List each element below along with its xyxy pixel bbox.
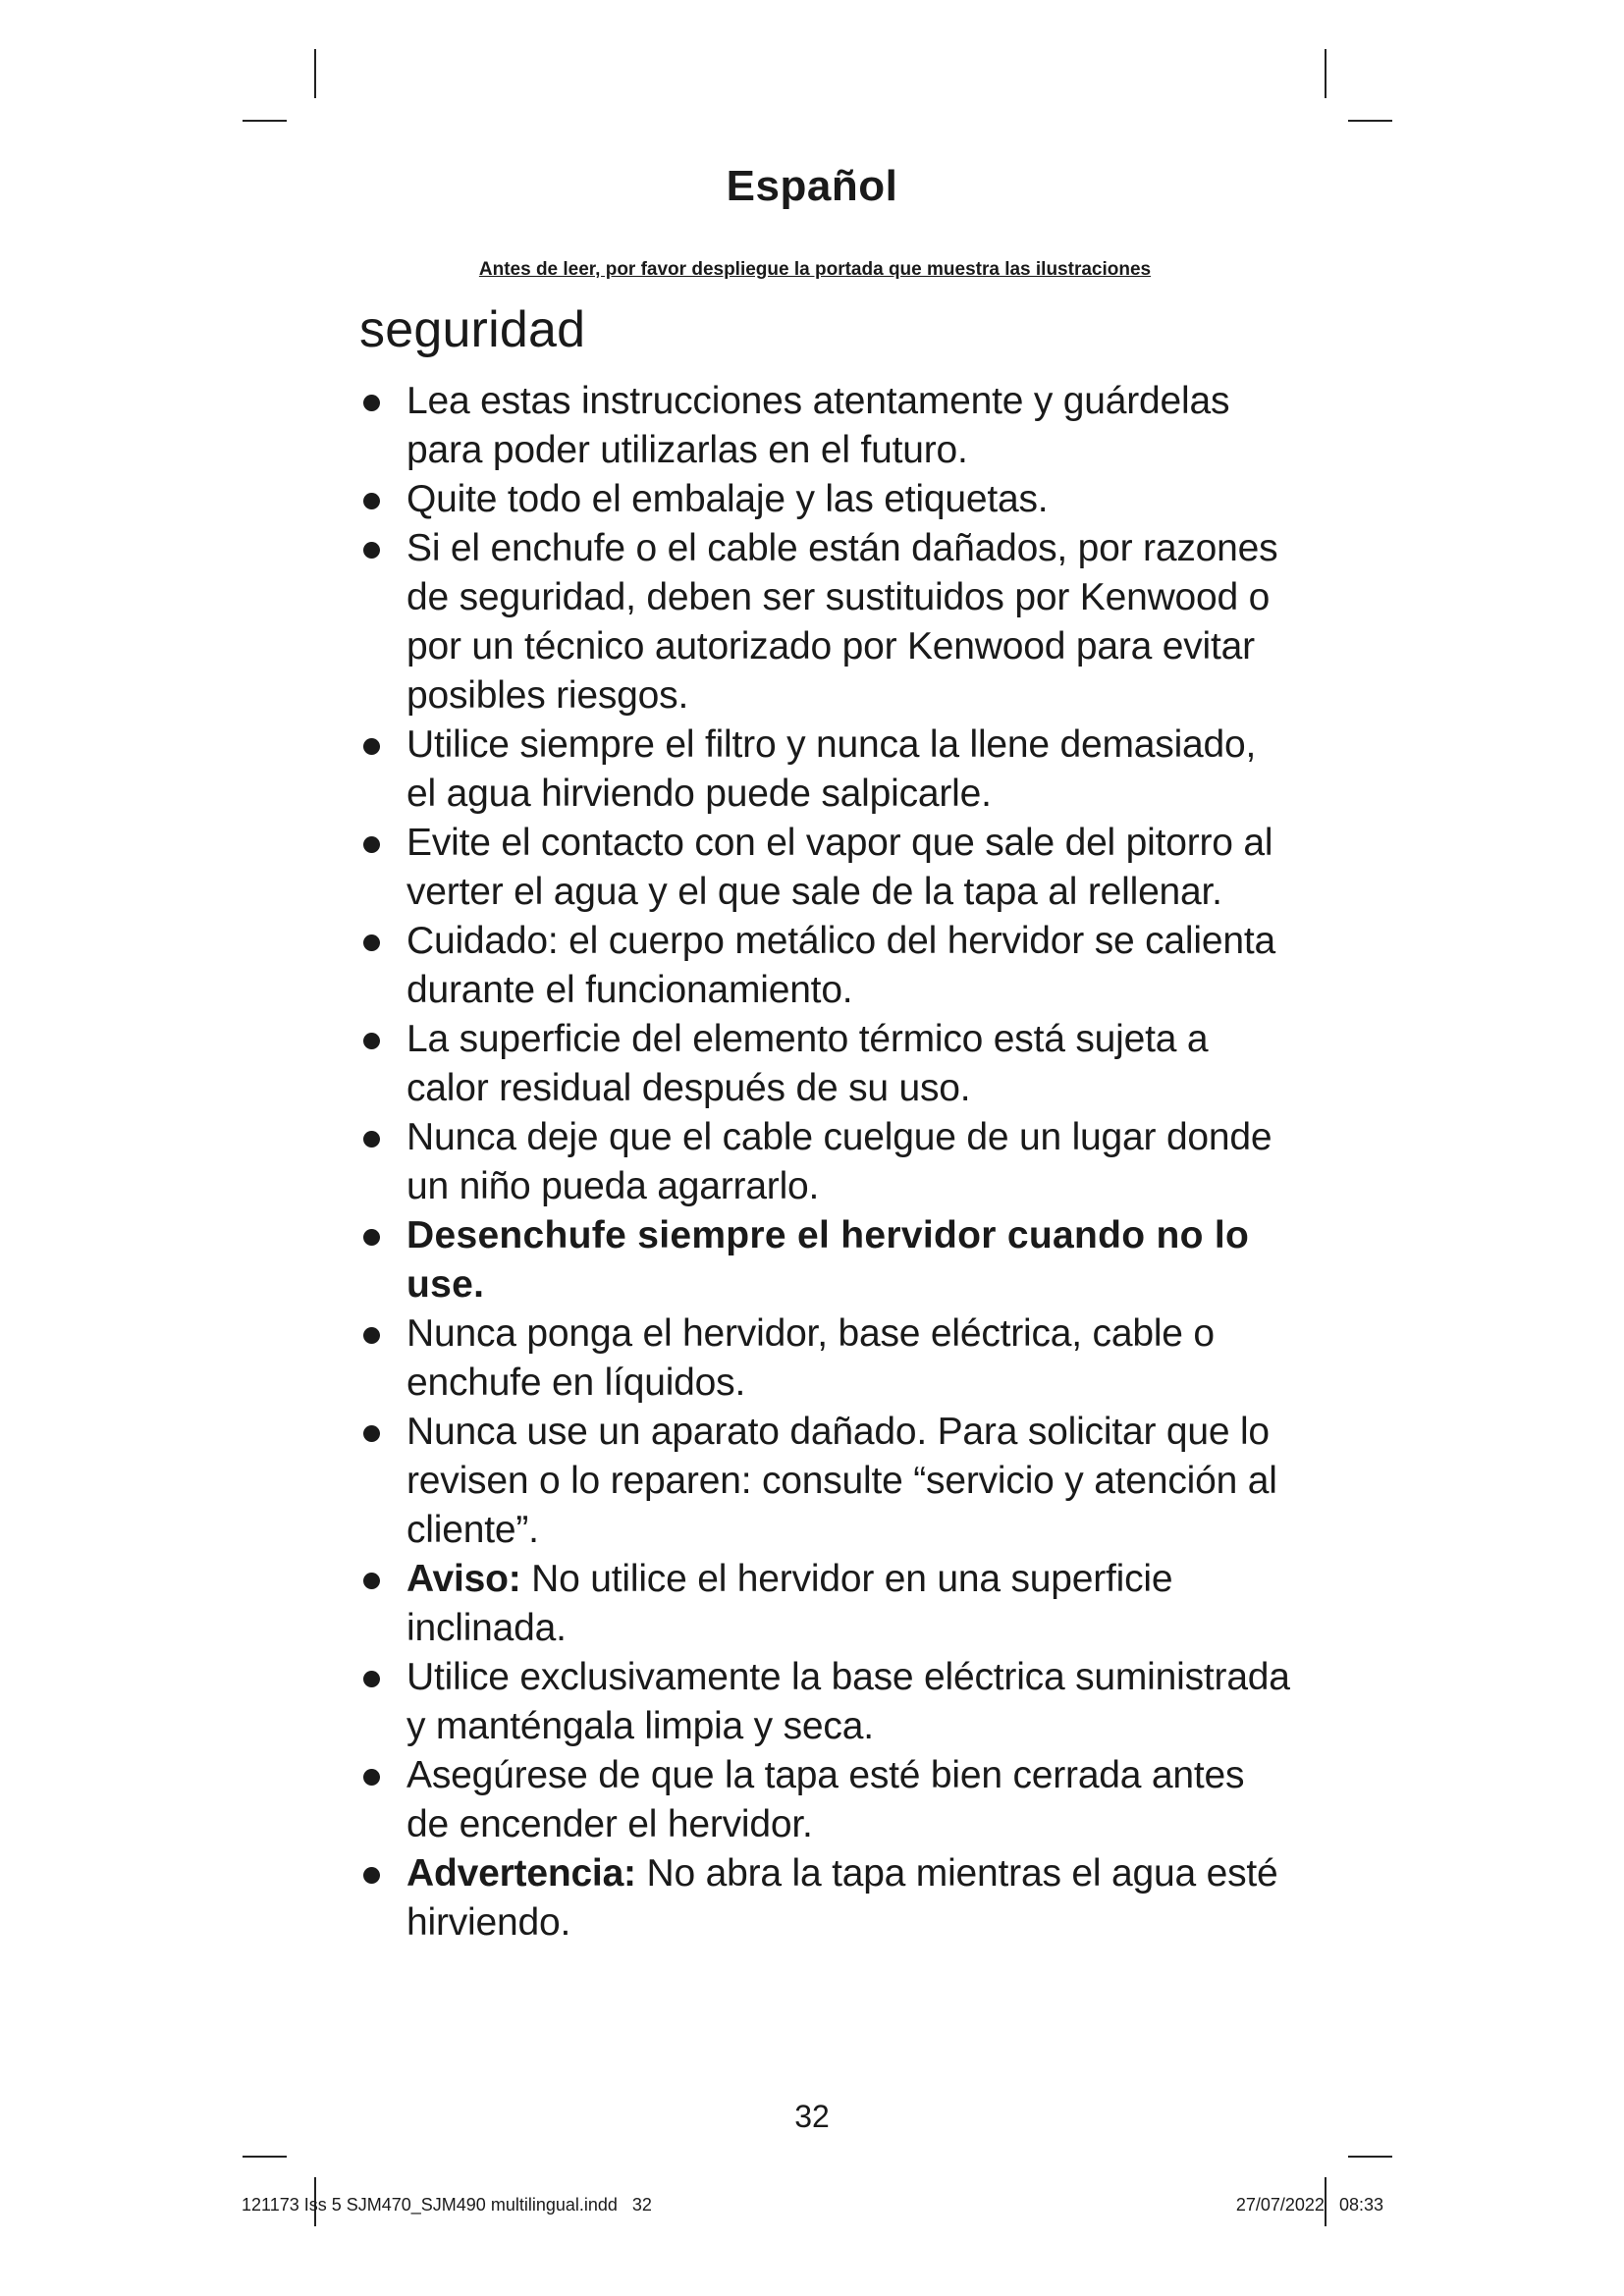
instruction-note: Antes de leer, por favor despliegue la portada que muestra las ilustraciones (478, 259, 1152, 280)
safety-item: Si el enchufe o el cable están dañados, por razones de seguridad, deben ser sustituidos por Kenwood o por un técnico autorizado por Kenwood para evitar posibles riesgos. (359, 524, 1292, 721)
safety-item: Nunca ponga el hervidor, base eléctrica, cable o enchufe en líquidos. (359, 1309, 1292, 1408)
safety-item: Aviso: No utilice el hervidor en una superficie inclinada. (359, 1555, 1292, 1653)
item-label: Advertencia: (406, 1852, 636, 1895)
crop-mark-bottom-right-horizontal (1348, 2156, 1392, 2158)
safety-item: Asegúrese de que la tapa esté bien cerrada antes de encender el hervidor. (359, 1751, 1292, 1849)
page-title: Español (726, 162, 898, 210)
safety-item: Nunca deje que el cable cuelgue de un lugar donde un niño pueda agarrarlo. (359, 1113, 1292, 1211)
bullet-icon (363, 1425, 380, 1442)
safety-item: Quite todo el embalaje y las etiquetas. (359, 475, 1292, 524)
bullet-icon (363, 1867, 380, 1884)
bullet-icon (363, 1573, 380, 1589)
bullet-icon (363, 1229, 380, 1246)
bullet-icon (363, 1671, 380, 1687)
footer-timestamp: 27/07/2022 08:33 (1235, 2195, 1383, 2215)
safety-item: Evite el contacto con el vapor que sale del pitorro al verter el agua y el que sale de la tapa al rellenar. (359, 819, 1292, 917)
crop-mark-bottom-left-horizontal (243, 2156, 287, 2158)
footer-file-info: 121173 Iss 5 SJM470_SJM490 multilingual.indd 32 (242, 2195, 652, 2215)
bullet-icon (363, 836, 380, 853)
crop-mark-top-right-horizontal (1348, 120, 1392, 122)
crop-mark-top-right-vertical (1325, 49, 1326, 98)
crop-mark-top-left-horizontal (243, 120, 287, 122)
bullet-icon (363, 738, 380, 755)
bullet-icon (363, 1033, 380, 1049)
item-label: Aviso: (406, 1558, 521, 1600)
bullet-icon (363, 542, 380, 559)
page-number: 32 (794, 2099, 830, 2134)
safety-item: Utilice siempre el filtro y nunca la llene demasiado, el agua hirviendo puede salpicarle. (359, 721, 1292, 819)
safety-item-emphasis: Desenchufe siempre el hervidor cuando no lo use. (359, 1211, 1292, 1309)
bullet-icon (363, 1327, 380, 1344)
bullet-icon (363, 1131, 380, 1148)
bullet-icon (363, 1769, 380, 1786)
safety-item: Utilice exclusivamente la base eléctrica suministrada y manténgala limpia y seca. (359, 1653, 1292, 1751)
crop-mark-top-left-vertical (314, 49, 316, 98)
safety-list (359, 377, 1292, 1948)
section-heading: seguridad (359, 301, 586, 358)
safety-item: Cuidado: el cuerpo metálico del hervidor se calienta durante el funcionamiento. (359, 917, 1292, 1015)
bullet-icon (363, 493, 380, 509)
bullet-icon (363, 395, 380, 411)
safety-item: Lea estas instrucciones atentamente y guárdelas para poder utilizarlas en el futuro. (359, 377, 1292, 475)
safety-item: Nunca use un aparato dañado. Para solicitar que lo revisen o lo reparen: consulte “servicio y atención al cliente”. (359, 1408, 1292, 1555)
bullet-icon (363, 934, 380, 951)
safety-item: Advertencia: No abra la tapa mientras el agua esté hirviendo. (359, 1849, 1292, 1948)
safety-item: La superficie del elemento térmico está sujeta a calor residual después de su uso. (359, 1015, 1292, 1113)
